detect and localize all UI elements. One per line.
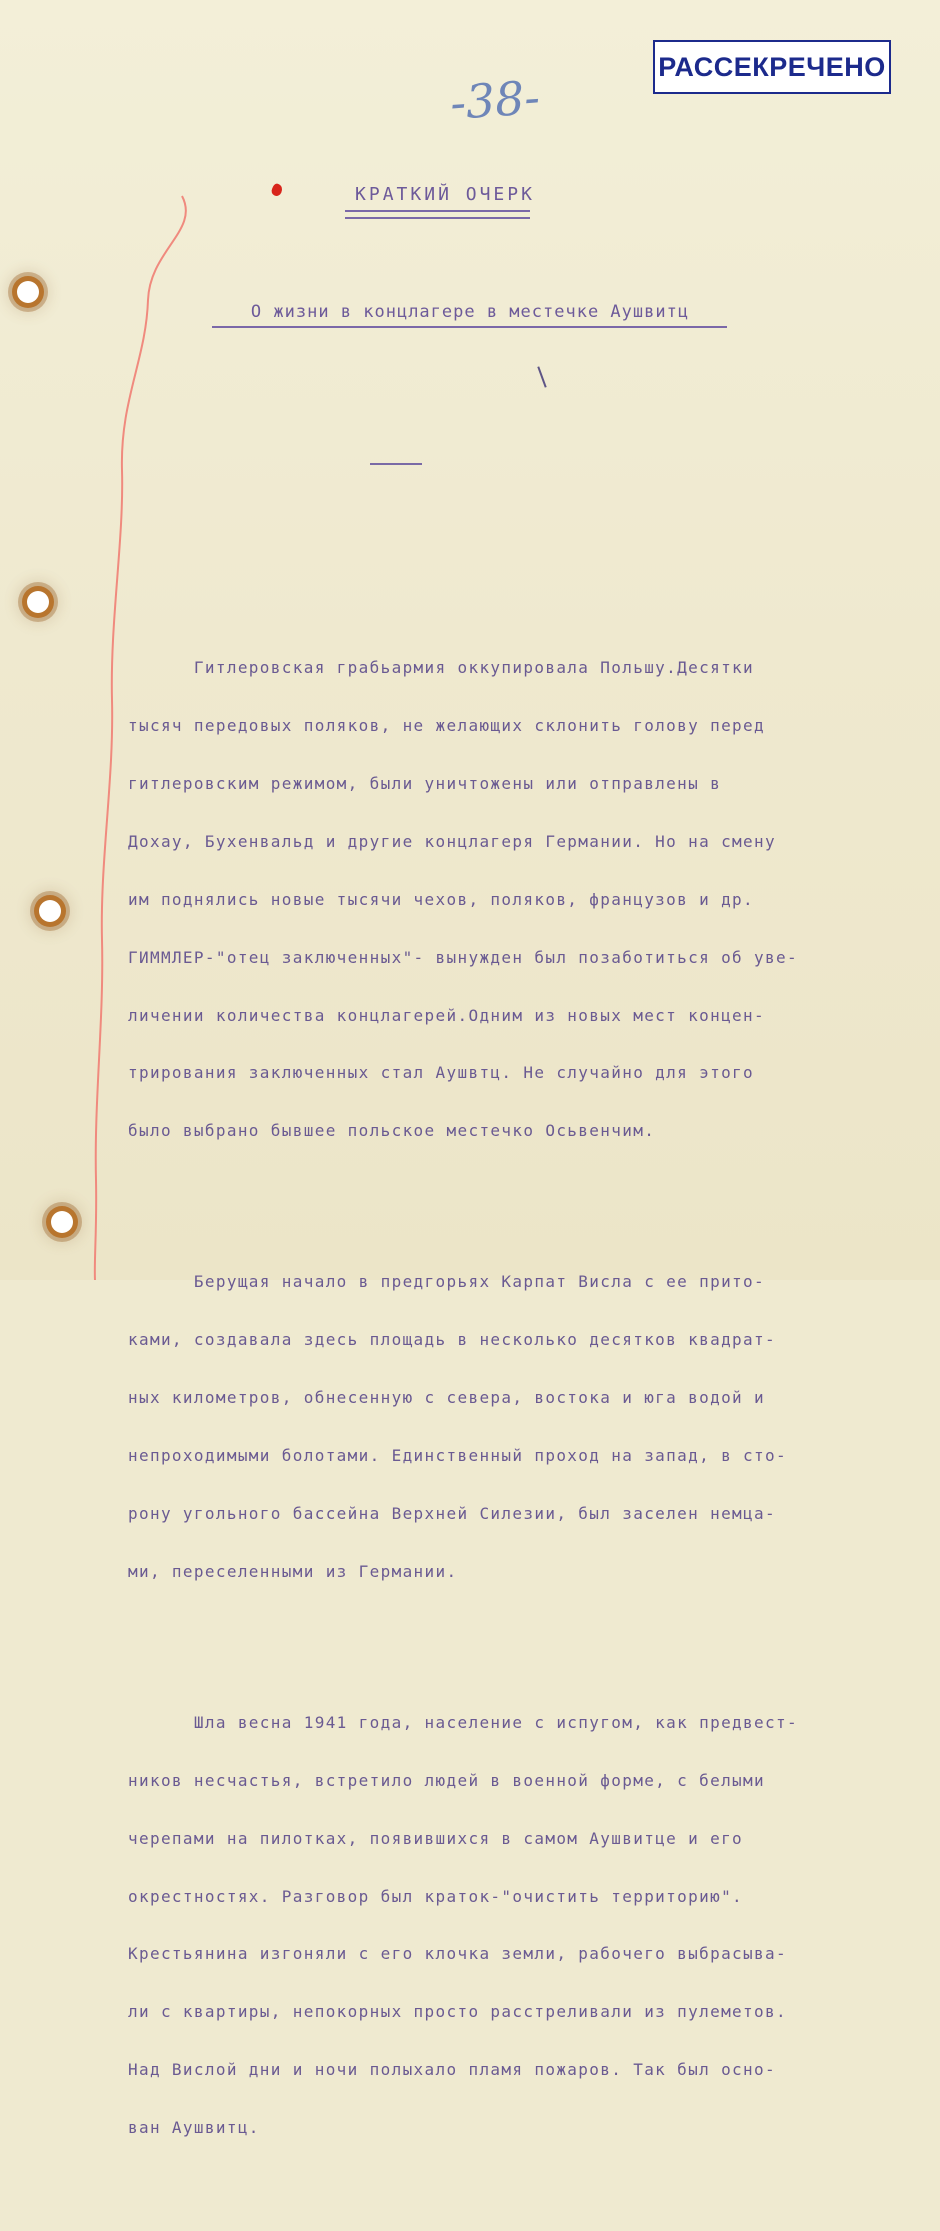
handwritten-page-number: -38- [448,69,542,131]
text-line: Дохау, Бухенвальд и другие концлагеря Германии. Но на смену [128,831,776,851]
text-line: Гитлеровская грабьармия оккупировала Польшу.Десятки [128,658,755,678]
text-line: Крестьянина изгоняли с его клочка земли, рабочего выбрасыва- [128,1944,787,1964]
pen-stroke-mark [537,366,546,387]
subtitle-underline [212,326,727,328]
text-line: непроходимыми болотами. Единственный проход на запад, в сто- [128,1446,787,1466]
declassified-stamp: РАССЕКРЕЧЕНО [653,40,891,94]
typed-body-text [128,581,928,2231]
text-line: было выбрано бывшее польское местечко Осьвенчим. [128,1121,656,1141]
document-subtitle: О жизни в концлагере в местечке Аушвитц [250,302,690,322]
text-line: тысяч передовых поляков, не желающих склонить голову перед [128,716,766,736]
punch-hole-2 [27,591,49,613]
paragraph-2 [128,1234,928,1620]
text-line: рону угольного бассейна Верхней Силезии, был заселен немца- [128,1503,776,1523]
text-line: черепами на пилотках, появившихся в самом Аушвитце и его [128,1828,744,1848]
text-line: окрестностях. Разговор был краток-"очистить территорию". [128,1886,744,1906]
text-line: им поднялись новые тысячи чехов, поляков, французов и др. [128,889,755,909]
document-title: КРАТКИЙ ОЧЕРК [355,184,535,205]
title-underline-1 [345,210,530,212]
red-ink-mark [270,182,284,197]
punch-hole-3 [39,900,61,922]
text-line: ками, создавала здесь площадь в несколько десятков квадрат- [128,1330,776,1350]
text-line: ников несчастья, встретило людей в военной форме, с белыми [128,1770,766,1790]
text-line: ван Аушвитц. [128,2118,260,2138]
text-line: трирования заключенных стал Аушвтц. Не случайно для этого [128,1063,755,1083]
text-line: Берущая начало в предгорьях Карпат Висла с ее прито- [128,1272,766,1292]
section-separator-dash [370,463,422,465]
text-line: ных километров, обнесенную с севера, востока и юга водой и [128,1388,766,1408]
text-line: ли с квартиры, непокорных просто расстреливали из пулеметов. [128,2002,787,2022]
paragraph-1 [128,620,928,1180]
title-underline-2 [345,217,530,219]
text-line: ГИММЛЕР-"отец заключенных"- вынужден был позаботиться об уве- [128,947,798,967]
text-line: Над Вислой дни и ночи полыхало пламя пожаров. Так был осно- [128,2060,776,2080]
text-line: гитлеровским режимом, были уничтожены или отправлены в [128,773,722,793]
text-line: Шла весна 1941 года, население с испугом, как предвест- [128,1712,798,1732]
text-line: личении количества концлагерей.Одним из новых мест концен- [128,1005,766,1025]
text-line: ми, переселенными из Германии. [128,1561,458,1581]
punch-hole-4 [51,1211,73,1233]
punch-hole-1 [17,281,39,303]
paragraph-3 [128,1674,928,2176]
